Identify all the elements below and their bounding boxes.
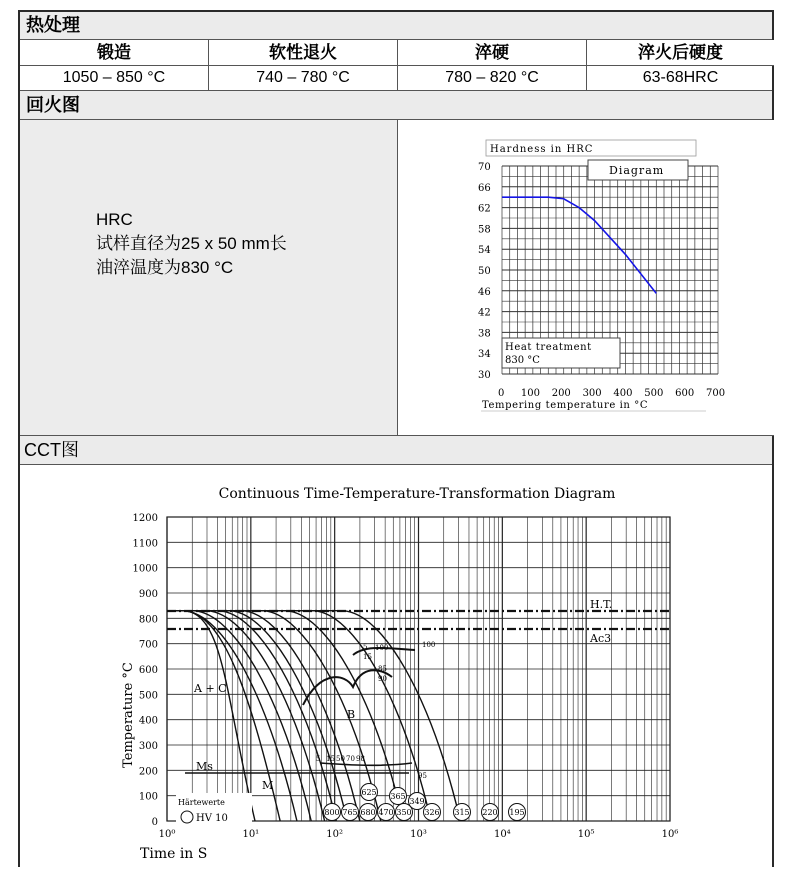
tempering-title: 回火图 (20, 91, 772, 120)
forging-column (20, 40, 209, 90)
heat-treatment-label: Heat treatment (505, 342, 592, 353)
fraction-labels (316, 641, 435, 780)
cct-x-tick-label: 10² (326, 829, 344, 840)
hardness-value: 625 (361, 788, 377, 797)
x-tick-label: 300 (582, 388, 602, 399)
cooling-curves (167, 611, 460, 821)
cct-y-tick-label: 400 (138, 715, 158, 727)
x-tick-label: 400 (613, 388, 633, 399)
hardness-value: 765 (342, 808, 358, 817)
x-tick-label: 100 (520, 388, 540, 399)
cooling-fraction: 70 (346, 755, 355, 763)
tempering-notes-panel (20, 120, 398, 436)
y-tick-label: 46 (478, 286, 491, 298)
note-specimen: 试样直径为25 x 50 mm长 (96, 234, 287, 253)
x-tick-label: 500 (644, 388, 664, 399)
x-tick-label: 600 (675, 388, 695, 399)
cct-y-tick-labels (133, 513, 158, 828)
bainite-fraction: 5 (363, 643, 368, 651)
hv-legend-circle (181, 811, 193, 823)
cooling-curve (167, 611, 325, 821)
heat-treatment-table (20, 40, 772, 91)
cct-y-tick-label: 800 (138, 614, 158, 626)
cct-y-tick-label: 900 (138, 589, 158, 600)
hardness-column (587, 40, 774, 90)
bainite-fraction: 85 (378, 665, 387, 673)
cct-x-tick-label: 10¹ (242, 829, 260, 840)
hardness-value: 800 (324, 808, 340, 817)
upper-fraction: 100 (375, 644, 389, 652)
y-tick-label: 54 (478, 245, 491, 257)
tempering-chart (398, 120, 774, 436)
cooling-fraction: 15 (326, 755, 335, 763)
cct-y-tick-label: 1100 (132, 538, 158, 550)
bainite-label: B (347, 708, 356, 721)
x-tick-label: 700 (706, 388, 726, 399)
data-sheet (18, 10, 774, 867)
cooling-curve (167, 611, 431, 821)
cct-y-tick-label: 200 (138, 766, 158, 778)
x-tick-labels (498, 388, 725, 399)
legend-label: Diagram (609, 164, 665, 177)
cct-chart-title: Continuous Time-Temperature-Transformation Diagram (218, 486, 616, 502)
cooling-curve (167, 611, 460, 821)
x-tick-label: 200 (551, 388, 571, 399)
cct-ylabel: Temperature °C (121, 662, 136, 768)
upper-fraction: 100 (422, 641, 436, 649)
hardness-value: 220 (482, 808, 498, 817)
chart-xlabel: Tempering temperature in °C (482, 400, 649, 411)
tempering-notes (96, 208, 287, 280)
bainite-fraction: 90 (378, 675, 387, 683)
cct-x-tick-label: 10⁵ (577, 829, 595, 840)
hardness-value: 63-68HRC (642, 69, 719, 86)
y-tick-label: 66 (478, 182, 491, 194)
cct-y-tick-label: 0 (151, 817, 158, 828)
y-tick-label: 50 (478, 266, 491, 277)
ms-label: Ms (196, 760, 213, 773)
y-tick-label: 62 (478, 203, 491, 215)
hardness-value: 680 (360, 808, 376, 817)
hardness-value: 195 (509, 808, 525, 817)
bainite-fraction: 15 (363, 653, 372, 661)
hardening-value: 780 – 820 °C (445, 69, 539, 86)
heat-treatment-title: 热处理 (20, 12, 772, 40)
cct-x-tick-label: 10⁰ (158, 829, 176, 840)
cct-chart (20, 465, 774, 869)
hardness-value: 470 (378, 808, 394, 817)
cct-y-tick-label: 1200 (132, 513, 158, 524)
cct-y-tick-label: 500 (138, 690, 158, 702)
cct-y-tick-label: 300 (138, 741, 158, 752)
cooling-fraction: 98 (356, 755, 365, 763)
note-quench-temp: 油淬温度为830 °C (96, 258, 234, 277)
annealing-header: 软性退火 (209, 40, 397, 66)
ht-label: H.T. (590, 598, 613, 611)
hardness-header: 淬火后硬度 (587, 40, 774, 66)
annealing-value: 740 – 780 °C (256, 69, 350, 86)
heat-treatment-temp: 830 °C (505, 355, 540, 366)
hardness-value: 350 (396, 808, 412, 817)
ac3-label: Ac3 (590, 632, 612, 645)
forging-header: 锻造 (20, 40, 208, 66)
x-tick-label: 0 (498, 388, 505, 399)
martensite-label: M (262, 779, 274, 792)
hardness-value: 315 (454, 808, 470, 817)
cct-y-tick-label: 600 (138, 665, 158, 676)
annealing-column (209, 40, 398, 90)
cct-xlabel: Time in S (140, 846, 208, 862)
hardening-header: 淬硬 (398, 40, 586, 66)
cooling-fraction: 5 (316, 755, 321, 763)
y-tick-label: 30 (478, 370, 491, 381)
hardening-column (398, 40, 587, 90)
y-tick-labels (478, 162, 491, 381)
cooling-fraction: 50 (336, 755, 345, 763)
austenite-carbide-label: A + C (194, 682, 227, 695)
cct-x-tick-label: 10³ (410, 829, 427, 840)
cct-chart-panel (20, 465, 772, 867)
cct-y-tick-label: 1000 (132, 563, 158, 575)
cooling-curve (167, 611, 255, 821)
note-hrc: HRC (96, 210, 133, 229)
y-tick-label: 58 (478, 224, 491, 236)
cct-x-tick-label: 10⁶ (661, 829, 679, 840)
hardness-value: 365 (390, 792, 406, 801)
hardness-value: 326 (424, 808, 440, 817)
chart-title: Hardness in HRC (490, 144, 594, 155)
right-fraction: 95 (418, 772, 427, 780)
hardness-circles (324, 784, 526, 821)
y-tick-label: 38 (478, 328, 491, 340)
cct-title: CCT图 (20, 436, 772, 465)
y-tick-label: 34 (478, 349, 491, 361)
tempering-chart-panel (398, 120, 774, 436)
hardness-legend-title: Härtewerte (178, 798, 225, 807)
forging-value: 1050 – 850 °C (62, 69, 166, 86)
hardness-value: 349 (409, 797, 425, 806)
hv-legend-label: HV 10 (196, 813, 228, 824)
y-tick-label: 70 (478, 162, 491, 173)
cct-y-tick-label: 100 (138, 791, 158, 803)
cooling-curve (167, 611, 347, 821)
cct-x-tick-labels (159, 829, 679, 840)
y-tick-label: 42 (478, 307, 491, 319)
cct-x-tick-label: 10⁴ (493, 829, 511, 840)
cct-y-tick-label: 700 (138, 639, 158, 651)
